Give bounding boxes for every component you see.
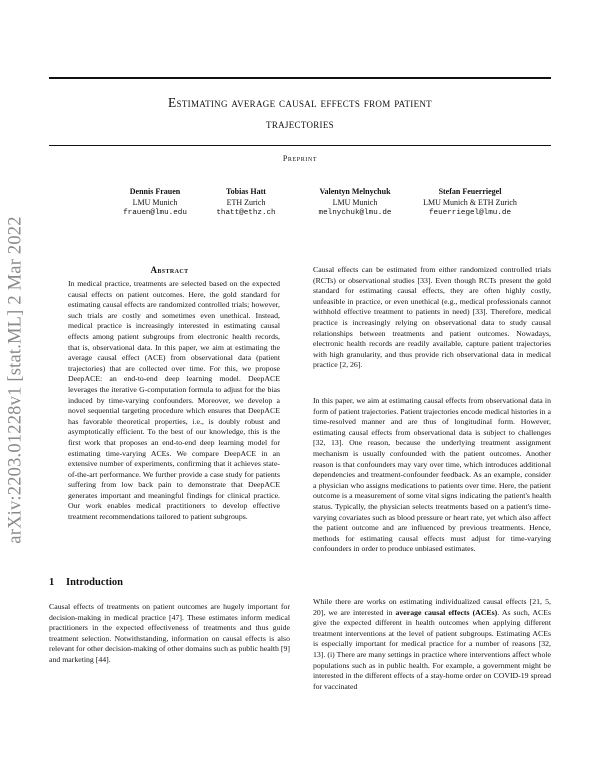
author-email[interactable]: melnychuk@lmu.de [318,209,392,217]
author-block [196,186,296,219]
intro-paragraph: Causal effects of treatments on patient outcomes are hugely important for decision-making in medical practice [47]. These estimates inform medical practitioners in the expected effectiveness of treatments and thus guide treatment selection. Notwithstanding, information on causal effects is also relevant for other decision-making of other domains such as public health [9] and marketing [44]. [49,602,290,664]
abstract-heading: Abstract [150,265,189,275]
preprint-label: Preprint [282,154,318,163]
arxiv-stamp: arXiv:2203.01228v1 [stat.ML] 2 Mar 2022 [5,216,26,544]
author-block [400,186,540,219]
title-rule-top [49,77,551,79]
title-rule-bottom [49,145,551,146]
section-heading-introduction [49,577,123,588]
author-email[interactable]: thatt@ethz.ch [216,209,276,217]
author-email[interactable]: frauen@lmu.edu [123,209,187,217]
author-affiliation: LMU Munich [332,198,378,207]
paragraph-text: . As such, ACEs give the expected different in health outcomes when applying different treatment interventions at the level of patient subgroups. Estimating ACEs is especially important for medical practice for a number of reasons [32, 13]. (i) There are many settings in practice where interventions affect whole populations such as in public health. For example, a government might be interested in the different effects of a stay-home order on COVID-19 spread for vaccinated [313,607,551,691]
author-affiliation: LMU Munich & ETH Zurich [423,198,517,207]
author-name: Dennis Frauen [129,187,181,196]
intro-paragraph [313,597,551,692]
intro-paragraph: In this paper, we aim at estimating causal effects from observational data in form of patient trajectories. Patient trajectories encode medical histories in a time-resolved manner and are thus of longitudinal form. However, estimating causal effects from observational data is subject to challenges [32, 13]. One reason, because the underlying treatment assignment mechanism is usually confounded with the patient outcomes. Another reason is that confounders may vary over time, which introduces additional dependencies and treatment-confounder feedback. As an example, consider a physician who assigns medications to patients over time. Here, the patient outcome is a measurement of some vital signs indicating the patient's health status. Typically, the physician selects treatments based on a patient's time-varying covariates such as blood pressure or heart rate, yet which also affect the patient outcome and are influenced by previous treatments. Hence, methods for estimating causal effects must adjust for time-varying confounders in order to produce unbiased estimates. [313,396,551,554]
author-name: Stefan Feuerriegel [438,187,502,196]
author-name: Valentyn Melnychuk [319,187,391,196]
bold-term: average causal effects (ACEs) [395,607,498,617]
intro-paragraph: Causal effects can be estimated from either randomized controlled trials (RCTs) or observational studies [33]. Even though RCTs present the gold standard for estimating causal effects, they are often highly costly, unfeasible in practice, or even unethical (e.g., medical professionals cannot withhold effective treatment to patients in need) [33]. Therefore, medical practice is increasingly relying on observational data to study causal relationships between treatments and patient outcomes. Nowadays, electronic health records are readily available, capture patient trajectories with high granularity, and thus provide rich observational data in medical practice [2, 26]. [313,265,551,370]
author-affiliation: LMU Munich [132,198,178,207]
abstract-text: In medical practice, treatments are selected based on the expected causal effects on patient outcomes. Here, the gold standard for estimating causal effects are randomized controlled trials; however, such trials are costly and sometimes even unethical. Instead, medical practice is increasingly interested in estimating causal effects among patient subgroups from electronic health records, that is, observational data. In this paper, we aim at estimating the average causal effect (ACE) from observational data (patient trajectories) that are collected over time. For this, we propose DeepACE: an end-to-end deep learning model. DeepACE leverages the iterative G-computation formula to adjust for the bias induced by time-varying confounders. Moreover, we develop a novel sequential targeting procedure which ensures that DeepACE has favorable theoretical properties, i.e., is doubly robust and asymptotically efficient. To the best of our knowledge, this is the first work that proposes an end-to-end deep learning model for estimating time-varying ACEs. We compare DeepACE in an extensive number of experiments, confirming that it achieves state-of-the-art performance. We further provide a case study for patients suffering from low back pain to demonstrate that DeepACE generates important and meaningful findings for clinical practice. Our work enables medical practitioners to develop effective treatment recommendations tailored to patient subgroups. [68,279,280,522]
author-affiliation: ETH Zurich [226,198,266,207]
paragraph-text: While there are works on estimating individualized causal effects [21, 5, 20], we are interested in [313,597,551,617]
author-email[interactable]: feuerriegel@lmu.de [428,209,512,217]
paper-title-line2: trajectories [266,116,334,131]
section-title: Introduction [66,577,123,588]
paper-title: Estimating average causal effects from patient [168,95,432,110]
section-number: 1 [49,577,55,588]
author-name: Tobias Hatt [226,187,266,196]
